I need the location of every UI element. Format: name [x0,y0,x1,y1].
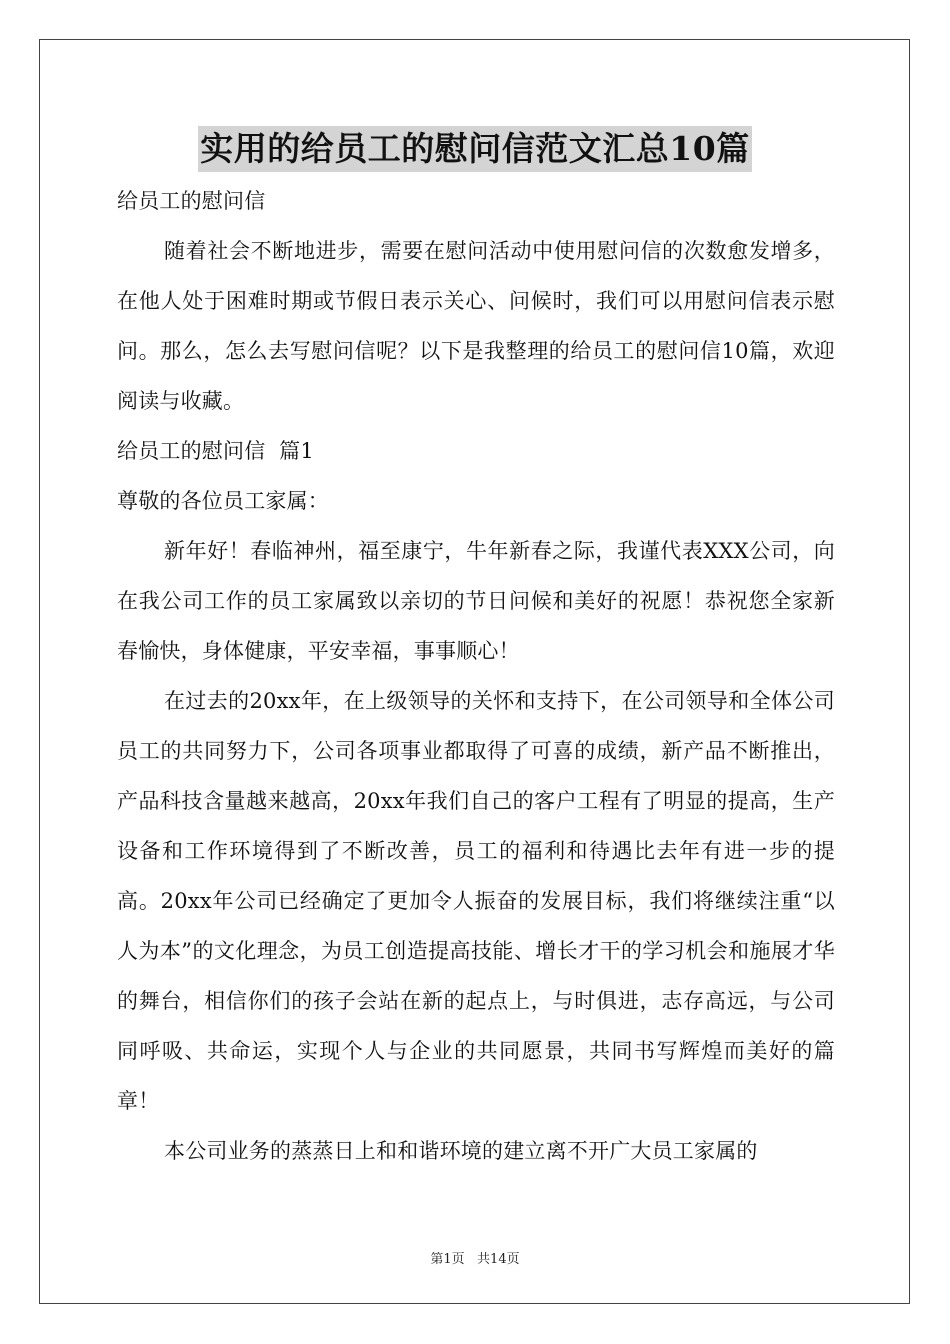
page-indicator: 第1页 共14页 [430,1252,520,1267]
article-heading: 给员工的慰问信 篇1 [117,439,314,463]
title-container [0,126,950,172]
page-footer [0,1248,950,1267]
paragraph-continued: 本公司业务的蒸蒸日上和和谐环境的建立离不开广大员工家属的 [164,1139,758,1163]
paragraph-review: 在过去的20xx年，在上级领导的关怀和支持下，在公司领导和全体公司员工的共同努力下，公司各项事业都取得了可喜的成绩，新产品不断推出，产品科技含量越来越高，20xx年我们自己的客户工程有了明显的提高，生产设备和工作环境得到了不断改善，员工的福利和待遇比去年有进一步的提高。20xx年公司已经确定了更加令人振奋的发展目标，我们将继续注重“以人为本”的文化理念，为员工创造提高技能、增长才干的学习机会和施展才华的舞台，相信你们的孩子会站在新的起点上，与时俱进，志存高远，与公司同呼吸、共命运，实现个人与企业的共同愿景，共同书写辉煌而美好的篇章！ [117,689,835,1113]
salutation: 尊敬的各位员工家属： [117,489,329,513]
section-heading: 给员工的慰问信 [117,189,266,213]
intro-paragraph: 随着社会不断地进步，需要在慰问活动中使用慰问信的次数愈发增多，在他人处于困难时期或节假日表示关心、问候时，我们可以用慰问信表示慰问。那么，怎么去写慰问信呢？以下是我整理的给员工的慰问信10篇，欢迎阅读与收藏。 [117,239,835,413]
paragraph-greeting: 新年好！春临神州，福至康宁，牛年新春之际，我谨代表XXX公司，向在我公司工作的员工家属致以亲切的节日问候和美好的祝愿！恭祝您全家新春愉快，身体健康，平安幸福，事事顺心！ [117,539,835,663]
document-title: 实用的给员工的慰问信范文汇总10篇 [198,126,751,172]
document-body [117,176,835,1176]
